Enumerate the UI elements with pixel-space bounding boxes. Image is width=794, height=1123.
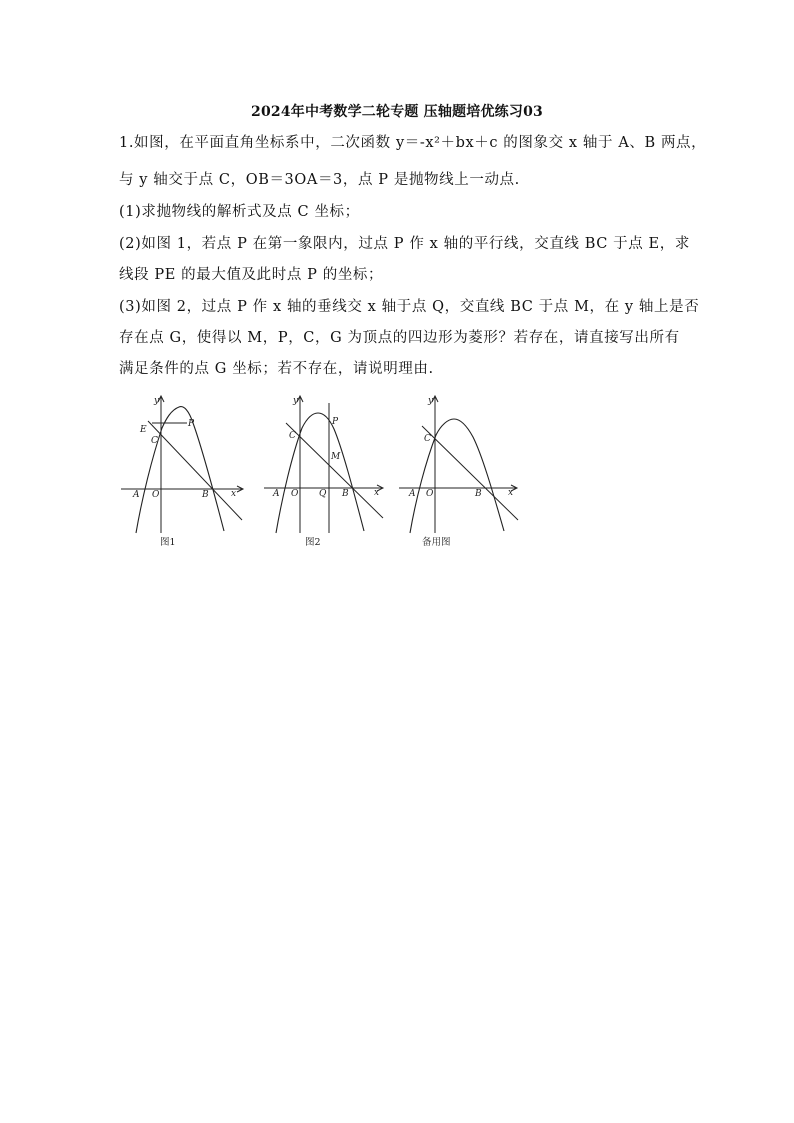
problem-line-4: (2)如图 1，若点 P 在第一象限内，过点 P 作 x 轴的平行线，交直线 BC 于点 E，求	[119, 236, 690, 252]
label-y: y	[428, 396, 434, 406]
label-c: C	[424, 434, 431, 444]
problem-line-5: 线段 PE 的最大值及此时点 P 的坐标；	[119, 267, 384, 283]
line-bc	[422, 426, 518, 520]
problem-line-3: (1)求抛物线的解析式及点 C 坐标；	[119, 204, 360, 220]
label-p: P	[188, 419, 195, 429]
problem-line-1: 1.如图，在平面直角坐标系中，二次函数 y＝-x²＋bx＋c 的图象交 x 轴于 A、B 两点，	[119, 135, 707, 151]
label-c: C	[289, 431, 296, 441]
y-axis	[158, 396, 164, 533]
label-m: M	[331, 452, 341, 462]
label-x: x	[508, 488, 514, 498]
label-c: C	[151, 436, 158, 446]
label-q: Q	[319, 489, 327, 499]
label-a: A	[273, 489, 280, 499]
parabola-curve	[136, 407, 224, 533]
figure-caption: 备用图	[422, 537, 451, 548]
y-axis	[297, 396, 303, 533]
label-o: O	[152, 490, 160, 500]
label-a: A	[409, 489, 416, 499]
figure-2	[262, 383, 390, 551]
x-axis	[399, 485, 517, 491]
label-b: B	[475, 489, 482, 499]
problem-line-6: (3)如图 2，过点 P 作 x 轴的垂线交 x 轴于点 Q，交直线 BC 于点 M，在 y 轴上是否	[119, 299, 700, 315]
label-b: B	[202, 490, 209, 500]
label-e: E	[140, 425, 147, 435]
label-y: y	[154, 396, 160, 406]
figure-caption: 图1	[160, 537, 176, 548]
label-a: A	[133, 490, 140, 500]
label-b: B	[342, 489, 349, 499]
line-bc	[148, 421, 242, 520]
label-p: P	[332, 417, 339, 427]
label-x: x	[374, 488, 380, 498]
problem-line-8: 满足条件的点 G 坐标；若不存在，请说明理由.	[119, 361, 434, 377]
y-axis	[432, 396, 438, 533]
problem-line-7: 存在点 G，使得以 M，P，C，G 为顶点的四边形为菱形？若存在，请直接写出所有	[119, 330, 680, 346]
line-bc	[286, 423, 383, 518]
figure-caption: 图2	[305, 537, 321, 548]
problem-line-2: 与 y 轴交于点 C，OB＝3OA＝3，点 P 是抛物线上一动点.	[119, 172, 520, 188]
figure-1	[118, 383, 254, 551]
figure-3	[396, 383, 524, 551]
label-o: O	[426, 489, 434, 499]
label-y: y	[293, 396, 299, 406]
label-x: x	[231, 489, 237, 499]
page-title: 2024年中考数学二轮专题 压轴题培优练习03	[251, 104, 543, 120]
label-o: O	[291, 489, 299, 499]
